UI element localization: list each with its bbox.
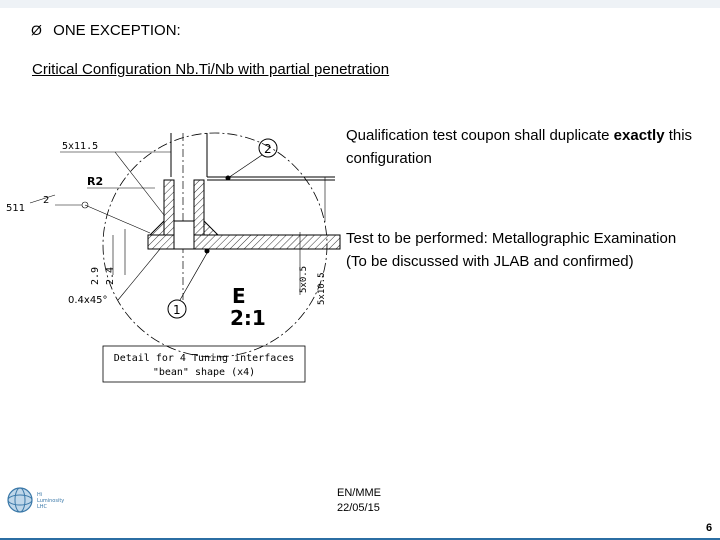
scale-label: 2:1 <box>230 306 266 330</box>
slide-heading <box>31 22 181 39</box>
logo-line1: Hi <box>37 492 43 498</box>
section-letter: E <box>232 284 246 308</box>
dim-r2: R2 <box>87 175 104 188</box>
note-test <box>346 227 718 273</box>
footer-date: 22/05/15 <box>337 502 380 514</box>
dim-2-4: 2.4 <box>105 266 116 285</box>
tube-right-wall <box>194 180 204 235</box>
balloon-2-label: 2 <box>264 142 272 156</box>
dim-5x0-5: 5x0.5 <box>299 265 309 293</box>
tube-left-wall <box>164 180 174 235</box>
heading-bold: ONE EXCEPTION <box>53 22 177 39</box>
page-number: 6 <box>706 522 713 534</box>
weld-fillet <box>150 221 164 235</box>
detail-line-1: Detail for 4 Tuning interfaces <box>113 353 295 364</box>
dim-2-9: 2.9 <box>90 266 101 285</box>
footer-dept: EN/MME <box>337 487 381 499</box>
dim-5x11-5: 5x11.5 <box>62 141 99 152</box>
hilumi-logo <box>6 484 66 516</box>
detail-line-2: "bean" shape (x4) <box>152 367 256 378</box>
note1-pre: Qualification test coupon shall duplicate <box>346 127 614 144</box>
arrow-bullet-icon: Ø <box>31 22 42 38</box>
weld-ref-511: 511 <box>6 203 26 214</box>
balloon-1-label: 1 <box>173 303 181 317</box>
logo-line3: LHC <box>37 504 48 510</box>
dim-5x10-5: 5x10.5 <box>317 272 327 305</box>
chamfer-label: 0.4x45° <box>68 295 108 306</box>
note2-line1: Test to be performed: Metallographic Examination <box>346 230 677 247</box>
logo-globe-icon <box>6 484 66 516</box>
note1-bold: exactly <box>613 127 665 144</box>
slide-subtitle: Critical Configuration Nb.Ti/Nb with partial penetration <box>32 61 390 78</box>
technical-drawing <box>0 125 345 390</box>
footer-info <box>337 486 381 516</box>
weld-num: 2 <box>43 195 50 206</box>
logo-line2: Luminosity <box>37 498 65 504</box>
top-banner <box>0 0 720 8</box>
heading-colon: : <box>176 22 181 39</box>
note2-line2: (To be discussed with JLAB and confirmed) <box>346 253 634 270</box>
note-qualification <box>346 124 716 170</box>
note1-post: this configuration <box>346 127 693 167</box>
